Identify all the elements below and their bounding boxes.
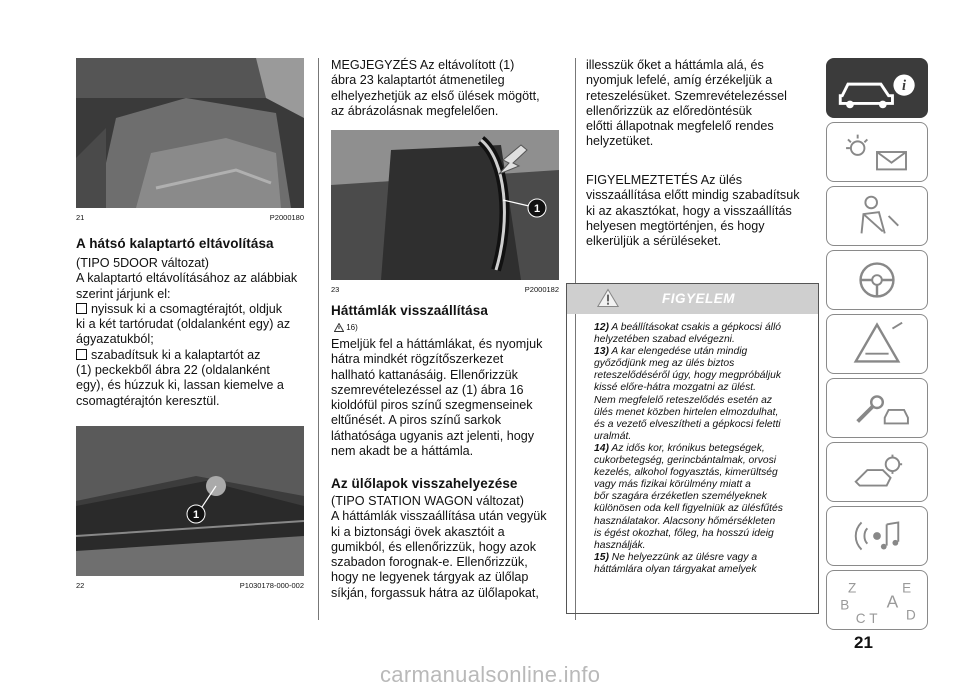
technical-data-icon [827, 443, 927, 501]
warning-box-header [567, 284, 818, 314]
text-line: győződjünk meg az ülés biztos [594, 358, 735, 370]
warning-box-body [594, 322, 814, 576]
warning-box-title: FIGYELEM [662, 291, 736, 306]
text-line: elkerüljük a sérüléseket. [586, 234, 722, 249]
text-line: szabadítsuk ki a kalaptartót az [91, 347, 261, 362]
text-line: szerint járjunk el: [76, 286, 171, 301]
warning-item-line [594, 443, 814, 455]
figure-22-code: P1030178-000-002 [239, 581, 304, 590]
warning-item-number: 14) [594, 442, 609, 454]
warning-item-line [594, 322, 814, 334]
figure-23-caption [331, 285, 559, 294]
text-line: ki a két tartórudat (oldalanként egy) az [76, 317, 291, 332]
section-heading-parcel-shelf: A hátsó kalaptartó eltávolítása [76, 236, 274, 251]
text-line: reteszelődéséről úgy, hogy megpróbáljuk [594, 370, 781, 382]
text-line: FIGYELMEZTETÉS Az ülés [586, 173, 743, 187]
warning-item-number: 12) [594, 322, 609, 333]
text-line: ellenőrizzük az előredöntésük [586, 103, 752, 118]
text-line: A kalaptartó eltávolításához az alábbiak [76, 271, 298, 286]
index-letter: D [906, 607, 916, 623]
text-line: síkján, forgassuk hátra az ülőlapokat, [331, 585, 539, 600]
text-line: hátra mindkét rögzítőszerkezet [331, 352, 504, 367]
text-line: szabadon forognak-e. Ellenőrizzük, [331, 555, 528, 570]
figure-22-number: 22 [76, 581, 85, 590]
figure-22-callout: 1 [192, 509, 200, 521]
text-line: nyomjuk lefelé, amíg érzékeljük a [586, 73, 773, 88]
figure-21-photo [76, 58, 304, 208]
text-line: ülés menet közben hirtelen elmozdulhat, [594, 406, 779, 418]
warning-reference-number: 16) [346, 323, 358, 332]
text-line: háttámlára olyan tárgyakat amelyek [594, 563, 757, 575]
text-line: eltűnését. A piros színű sarkok [331, 413, 502, 428]
text-line: A kar elengedése után mindig [611, 346, 748, 358]
col2-cushion-text [331, 494, 566, 601]
text-line: egy), és húzzuk ki, lassan kiemelve a [76, 378, 284, 393]
text-line: kezelés, alkohol fogyasztás, kimerültség [594, 467, 778, 479]
warning-reference [334, 323, 358, 333]
text-line: az ábrázolásnak megfelelően. [331, 103, 499, 118]
warning-triangle-icon [334, 323, 344, 332]
text-line: és a vezető elveszítheti a gépkocsi feletti [594, 418, 781, 430]
checkbox-bullet-icon [76, 303, 87, 314]
dashboard-lights-icon [827, 123, 927, 181]
seatbelt-safety-icon [827, 187, 927, 245]
text-line: Ne helyezzünk az ülésre vagy a [611, 551, 758, 563]
tab-multimedia[interactable] [826, 506, 928, 566]
alphabetical-index-icon [827, 571, 927, 629]
figure-23-photo [331, 130, 559, 280]
text-line: szemrevételezéssel az (1) ábra 16 [331, 382, 524, 397]
text-line: A háttámlák visszaállítása után vegyük [331, 509, 547, 524]
text-line: nyissuk ki a csomagtérajtót, oldjuk [91, 301, 283, 316]
tab-safety[interactable] [826, 186, 928, 246]
text-line: vagy más fizikai körülmény miatt a [594, 479, 751, 491]
text-line: hogy ne legyenek tárgyak az ülőlap [331, 570, 529, 585]
figure-21-caption [76, 213, 304, 222]
text-line: MEGJEGYZÉS Az eltávolított (1) [331, 58, 515, 72]
warning-item-line [594, 346, 814, 358]
text-line: kissé előre-hátra mozgatni az ülést. [594, 382, 756, 394]
text-line: elhelyezhetjük az első ülések mögött, [331, 88, 540, 103]
text-line: ki a biztonsági övek akasztóit a [331, 524, 505, 539]
column-divider [318, 58, 319, 620]
text-line: ki az akasztókat, hogy a visszaállítás [586, 203, 792, 218]
figure-22-photo [76, 426, 304, 576]
bullet-item [76, 348, 308, 363]
warning-triangle-icon [597, 288, 619, 308]
text-line: különösen oda kell figyelniük az ülésfűtés [594, 503, 783, 515]
index-letter: T [869, 611, 878, 627]
index-letter: C [855, 611, 866, 627]
warning-item-number: 13) [594, 346, 609, 358]
index-letter: Z [848, 580, 857, 596]
text-line: helyesen megtörténjen, és hogy [586, 218, 765, 233]
text-line: ágyazatukból; [76, 332, 154, 347]
warning-item-number: 15) [594, 551, 609, 563]
text-line: nem akadt be a háttámla. [331, 444, 474, 459]
warning-box [566, 283, 819, 614]
tab-emergency[interactable] [826, 314, 928, 374]
parcel-shelf-peg-illustration [76, 426, 304, 576]
col2-note-text [331, 58, 563, 119]
text-line: helyzetében szabad elvégezni. [594, 334, 735, 346]
tab-index[interactable] [826, 570, 928, 630]
car-info-icon [827, 59, 927, 117]
text-line: hallható kattanásáig. Ellenőrizzük [331, 367, 518, 382]
text-line: A beállításokat csakis a gépkocsi álló [611, 322, 781, 333]
text-line: láthatósága ugyanis azt jelenti, hogy [331, 428, 535, 443]
index-letter: B [840, 597, 850, 613]
text-line: bőr szagára érzéketlen személyeknek [594, 491, 767, 503]
section-heading-backrest-restore: Háttámlák visszaállítása [331, 303, 488, 318]
col1-intro-text [76, 256, 308, 409]
figure-22-caption [76, 581, 304, 590]
index-letter: E [902, 580, 912, 596]
text-line: Az idős kor, krónikus betegségek, [611, 442, 765, 454]
col3-caution-text [586, 173, 818, 249]
stowed-shelf-illustration [331, 130, 559, 280]
figure-23-callout: 1 [533, 203, 541, 215]
watermark: carmanualsonline.info [380, 662, 601, 687]
text-line: (1) peckekből ábra 22 (oldalanként [76, 363, 270, 378]
col3-continued-text [586, 58, 818, 150]
checkbox-bullet-icon [76, 349, 87, 360]
text-line: ábra 23 kalaptartót átmenetileg [331, 73, 505, 88]
text-line: is égést okozhat, főleg, ha hosszú ideig [594, 527, 774, 539]
warning-triangle-icon [827, 315, 927, 373]
tab-technical-data[interactable] [826, 442, 928, 502]
section-heading-cushion-restore: Az ülőlapok visszahelyezése [331, 476, 518, 491]
text-line: cukorbetegség, gerincbántalmak, orvosi [594, 455, 777, 467]
text-line: csomagtérajtón keresztül. [76, 393, 220, 408]
bullet-item [76, 302, 308, 317]
text-line: használatakor. Alacsony hőmérsékleten [594, 515, 776, 527]
index-letter: A [886, 591, 899, 612]
page-number: 21 [854, 633, 873, 652]
text-line: Nem megfelelő reteszelődés esetén az [594, 394, 773, 406]
tab-car-info[interactable] [826, 58, 928, 118]
figure-23-number: 23 [331, 285, 340, 294]
text-line: előtti állapotnak megfelelő rendes [586, 119, 774, 134]
multimedia-icon [827, 507, 927, 565]
text-line: uralmát. [594, 430, 632, 442]
wrench-car-icon [827, 379, 927, 437]
text-line: (TIPO STATION WAGON változat) [331, 494, 524, 508]
steering-wheel-icon [827, 251, 927, 309]
tab-dashboard-lights[interactable] [826, 122, 928, 182]
text-line: illesszük őket a háttámla alá, és [586, 58, 764, 72]
svg-text:i: i [902, 77, 907, 94]
tab-maintenance[interactable] [826, 378, 928, 438]
figure-21-number: 21 [76, 213, 85, 222]
text-line: gumikból, és ellenőrizzük, hogy azok [331, 539, 537, 554]
text-line: helyzetüket. [586, 134, 654, 149]
text-line: Emeljük fel a háttámlákat, és nyomjuk [331, 337, 543, 351]
text-line: használják. [594, 539, 646, 551]
text-line: (TIPO 5DOOR változat) [76, 256, 209, 270]
figure-23-code: P2000182 [524, 285, 559, 294]
tab-starting-driving[interactable] [826, 250, 928, 310]
rear-seat-illustration [76, 58, 304, 208]
text-line: kioldófül piros színű szegmenseinek [331, 398, 533, 413]
figure-21-code: P2000180 [269, 213, 304, 222]
warning-item-line [594, 552, 814, 564]
text-line: visszaállítása előtt mindig szabadítsuk [586, 188, 800, 203]
text-line: reteszelésüket. Szemrevételezéssel [586, 88, 787, 103]
col2-backrest-text [331, 337, 566, 459]
